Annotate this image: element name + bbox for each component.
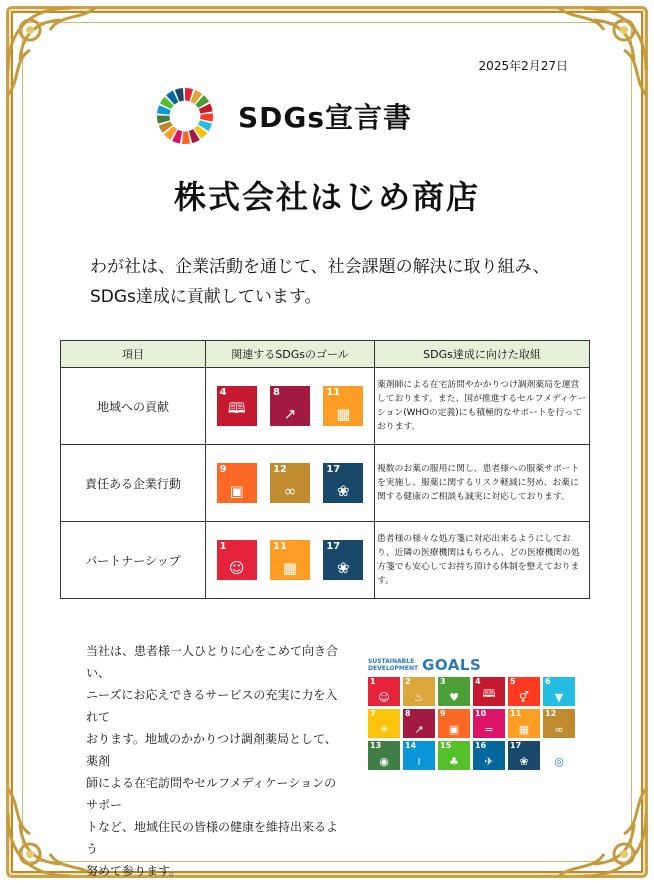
sdg-goal-4-tile	[473, 677, 505, 706]
row-item-label: パートナーシップ	[61, 522, 206, 599]
goal-number: 7	[370, 709, 376, 718]
blocks-icon: ▣	[229, 482, 244, 500]
goal-number: 9	[440, 709, 446, 718]
sdg-goal-12-tile	[270, 463, 310, 503]
goal-number: 3	[440, 677, 446, 686]
goal-number: 4	[475, 677, 481, 686]
goal-number: 13	[370, 741, 382, 750]
growth-chart-icon: ↗	[283, 405, 297, 423]
intro-line: SDGs達成に貢献しています。	[90, 287, 322, 307]
goal-number: 6	[545, 677, 551, 686]
tree-icon: ♣	[449, 755, 459, 768]
sdg-goal-1-tile	[368, 677, 400, 706]
goal-number: 12	[545, 709, 557, 718]
family-icon: ☺	[228, 559, 245, 577]
goal-number: 9	[219, 464, 227, 475]
table-header-row	[61, 341, 590, 368]
sdg-goal-15-tile	[438, 741, 470, 770]
sdg-goal-4-tile	[217, 386, 257, 426]
sdg-goal-17-tile	[508, 741, 540, 770]
goal-number: 10	[475, 709, 487, 718]
column-header-item: 項目	[61, 341, 206, 368]
sdg-wheel-icon: ◎	[554, 755, 564, 768]
sdg-goal-17-tile	[323, 463, 363, 503]
goal-number: 5	[510, 677, 516, 686]
row-action-text: 薬剤師による在宅訪問やかかりつけ調剤薬局を運営しております。また、国が推進するセルフメディケーション(WHOの定義)にも積極的なサポートを行っております。	[375, 368, 590, 445]
goal-number: 1	[219, 541, 227, 552]
intro-text	[90, 252, 550, 312]
sdg-goal-3-tile	[438, 677, 470, 706]
sdg-goal-6-tile	[543, 677, 575, 706]
sdg-goal-11-tile	[323, 386, 363, 426]
column-header-goals: 関連するSDGsのゴール	[206, 341, 375, 368]
heartbeat-icon: ♥	[449, 691, 459, 704]
sdg-wheel-icon	[156, 87, 214, 145]
book-icon: 🕮	[227, 399, 246, 417]
sdg-goal-9-tile	[217, 463, 257, 503]
ornament-corner-icon	[544, 774, 654, 884]
sdgs-goals-poster	[368, 655, 578, 770]
water-drop-icon: ▼	[554, 691, 564, 704]
declaration-header	[156, 86, 412, 146]
ornament-corner-icon	[0, 0, 110, 110]
city-icon: ▦	[282, 559, 298, 577]
sun-icon: ☀	[379, 723, 389, 736]
sdg-goal-8-tile	[270, 386, 310, 426]
poster-small-text: SUSTAINABLE	[368, 658, 415, 665]
sdg-goals-table	[60, 340, 590, 599]
page-title: SDGs宣言書	[238, 101, 413, 134]
sdg-goal-10-tile	[473, 709, 505, 738]
goal-icon-row	[210, 463, 370, 503]
sdg-goal-11-tile	[508, 709, 540, 738]
company-name: 株式会社はじめ商店	[173, 178, 480, 216]
row-goal-icons	[206, 368, 375, 445]
sdg-goal-logo-tile	[543, 741, 575, 770]
city-icon: ▦	[518, 723, 530, 736]
sdg-goal-2-tile	[403, 677, 435, 706]
book-icon: 🕮	[482, 687, 496, 700]
document-date: 2025年2月27日	[478, 59, 568, 73]
closing-statement	[86, 640, 346, 882]
closing-line: おります。地域のかかりつけ調剤薬局として、薬剤	[86, 732, 337, 768]
row-goal-icons	[206, 445, 375, 522]
goal-number: 14	[405, 741, 417, 750]
row-item-label: 地域への貢献	[61, 368, 206, 445]
goal-number: 4	[219, 387, 227, 398]
partnership-flower-icon: ❀	[337, 559, 350, 577]
poster-goals-word: GOALS	[422, 656, 482, 674]
sdg-goal-12-tile	[543, 709, 575, 738]
sdg-goal-1-tile	[217, 540, 257, 580]
table-row	[61, 368, 590, 445]
poster-small-text: DEVELOPMENT	[368, 665, 419, 672]
sdg-goal-7-tile	[368, 709, 400, 738]
sdg-goal-16-tile	[473, 741, 505, 770]
blocks-icon: ▣	[448, 723, 460, 736]
partnership-flower-icon: ❀	[337, 482, 350, 500]
goal-number: 17	[510, 741, 522, 750]
goal-number: 17	[326, 541, 341, 552]
goal-number: 11	[272, 541, 287, 552]
fish-icon: ≀	[416, 755, 422, 768]
row-goal-icons	[206, 522, 375, 599]
goal-number: 16	[475, 741, 487, 750]
row-action-text: 複数のお薬の服用に関し、患者様への服薬サポートを実施し、服薬に関するリスク軽減に努め、お薬に関する健康のご相談も誠実に対応しております。	[375, 445, 590, 522]
row-item-label: 責任ある企業行動	[61, 445, 206, 522]
growth-chart-icon: ↗	[414, 723, 424, 736]
equality-icon: =	[484, 723, 494, 736]
goal-number: 11	[326, 387, 341, 398]
eye-globe-icon: ◉	[379, 755, 389, 768]
family-icon: ☺	[378, 691, 390, 704]
closing-line: ニーズにお応えできるサービスの充実に力を入れて	[86, 688, 338, 724]
intro-line: わが社は、企業活動を通じて、社会課題の解決に取り組み、	[90, 257, 550, 277]
wheel-segment	[200, 113, 213, 121]
sdg-goal-11-tile	[270, 540, 310, 580]
goal-number: 1	[370, 677, 376, 686]
closing-line: 当社は、患者様一人ひとりに心をこめて向き合い、	[86, 644, 339, 680]
infinity-icon: ∞	[283, 482, 297, 500]
table-row	[61, 445, 590, 522]
sdg-goal-13-tile	[368, 741, 400, 770]
infinity-icon: ∞	[554, 723, 564, 736]
closing-line: トなど、地域住民の皆様の健康を維持出来るよう	[86, 820, 339, 856]
table-row	[61, 522, 590, 599]
goal-icon-row	[210, 386, 370, 426]
sdg-goal-17-tile	[323, 540, 363, 580]
goal-number: 11	[510, 709, 522, 718]
gender-icon: ⚥	[519, 691, 529, 704]
poster-tile-grid	[368, 677, 578, 770]
column-header-action: SDGs達成に向けた取組	[375, 341, 590, 368]
city-icon: ▦	[336, 405, 351, 423]
sdg-goal-9-tile	[438, 709, 470, 738]
goal-number: 8	[405, 709, 411, 718]
partnership-flower-icon: ❀	[519, 755, 529, 768]
ornament-corner-icon	[544, 0, 654, 110]
goal-number: 2	[405, 677, 411, 686]
sdg-goal-14-tile	[403, 741, 435, 770]
closing-line: 師による在宅訪問やセルフメディケーションのサポー	[86, 776, 337, 812]
sdg-goal-8-tile	[403, 709, 435, 738]
poster-title	[368, 655, 578, 675]
goal-number: 17	[326, 464, 341, 475]
row-action-text: 患者様の様々な処方箋に対応出来るようにしており、近隣の医療機関はもちろん、どの医療機関の処方箋でも安心してお持ち頂ける体制を整えております。	[375, 522, 590, 599]
closing-line: 努めて参ります。	[86, 864, 182, 878]
bowl-icon: ♨	[414, 691, 424, 704]
dove-icon: ✈	[484, 755, 494, 768]
goal-number: 8	[272, 387, 280, 398]
wheel-segment	[182, 131, 190, 144]
goal-number: 15	[440, 741, 452, 750]
goal-number: 12	[272, 464, 287, 475]
goal-icon-row	[210, 540, 370, 580]
sdg-goal-5-tile	[508, 677, 540, 706]
